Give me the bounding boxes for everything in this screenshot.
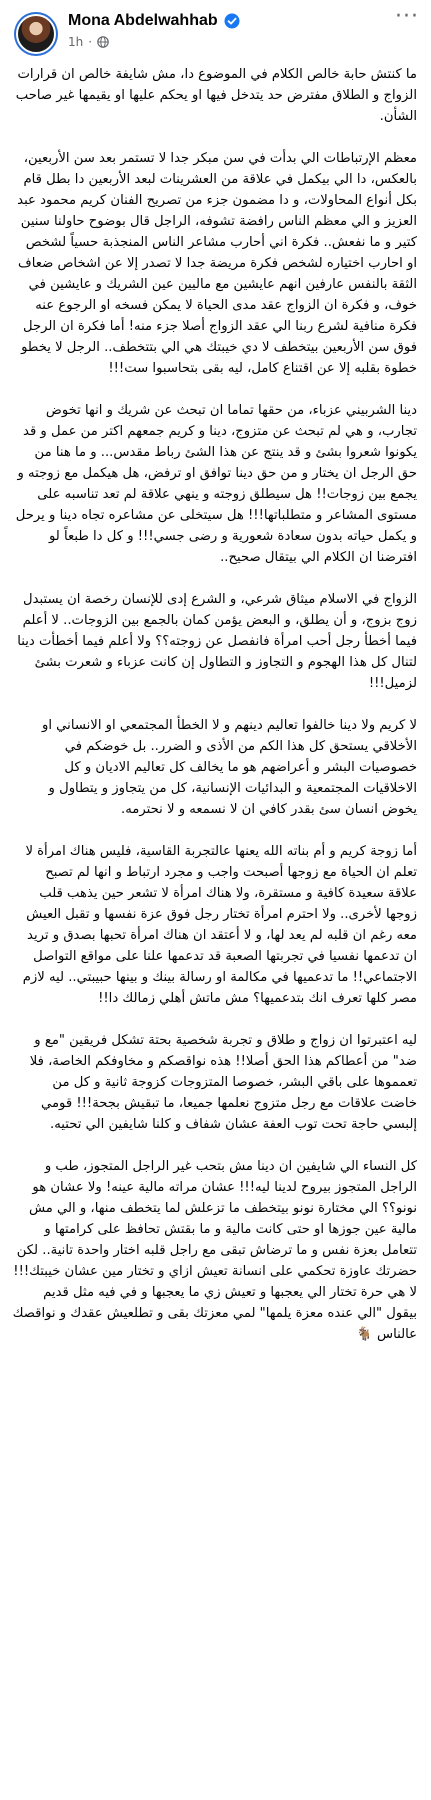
post-paragraph: لا كريم ولا دينا خالفوا تعاليم دينهم و لا الخطأ المجتمعي او الانساني او الأخلاقي يستحق كل هذا الكم من الأذى و الضرر.. بل خوضكم في خصوصيات البشر و أعراضهم هو ما يخالف كل تعاليم الاديان و كل الاخلاقيات المجتمعية و البدائيات الإنسانية، كل من يتجاوز و يتطاول و يخوض انسان سئ بقدر كافي ان لا نسمعه و لا نحترمه.: [41, 718, 417, 817]
post-paragraph: دينا الشربيني عزباء، من حقها تماما ان تبحث عن شريك و انها تخوض تجارب، و هي لم تبحث عن متزوج، دينا و كريم جمعهم اكتر من عمل و قد يكونوا شعروا بشئ و قد ينتج عن هذا الشئ رباط مقدس... و ما هنا من حق الرجل ان يختار و من حق دينا توافق او ترفض، هل هيكمل مع زوجته و يجمع بين زوجات!! هل سيطلق زوجته و ينهي علاقة لم تعد تناسبه على مستوى المشاعر و متطلباتها!!! هل سيتخلى عن مشاعره تجاه دينا و يرحل و يكمل حياته بدون سعادة شعورية و رضى جسي!!! و كل دا طبعاً لو افترضنا ان الكلام الي بيتقال صحيح..: [15, 403, 417, 565]
post-paragraph: معظم الإرتباطات الي بدأت في سن مبكر جدا لا تستمر بعد سن الأربعين، بالعكس، دا الي بيكمل في علاقة من العشرينات لبعد الأربعين دا بطل قام بكل أنواع المحاولات، و دا مضمون جزء من تصريح الفنان كريم محمود عبد العزيز و الي معظم الناس رافضة تشوفه، الراجل قال بوضوح حاولنا سنين كتير و ما نفعش.. فكرة اني أحارب مشاعر الناس المنجذبة حسياً لشخص او احارب اختياره لشخص فكرة مريضة جدا لا تصدر إلا عن اشخاص ضعاف الثقة بالنفس عارفين انهم عايشين مع ماليين عين الشريك و عايشين في خوف، و فكرة ان الزواج عقد مدى الحياة لا يمكن فسخه او الرجوع عنه فكرة منافية لشرع ربنا الي عقد الزواج أصلا جزء منه! أما فكرة ان الرجل فوق سن الأربعين بيتخطف لا دي خيبتك هي الي بتتخطف.. الرجل لا يخطو خطوة بقلبه إلا عن اقتناع كامل، ليه بقى بتحاسبوا ست!!!: [17, 151, 417, 376]
verified-badge-icon: [224, 13, 240, 29]
post-paragraph: ليه اعتبرتوا ان زواج و طلاق و تجربة شخصية بحتة تشكل فريقين "مع و ضد" من أعطاكم هذا الحق أصلا!! هذه نواقصكم و مخاوفكم الخاصة، فلا تعمموها على باقي البشر، خصوصا المتزوجات كزوجة ثانية و كل من خاضت علاقات مع رجل متزوج نعلمها جميعا، ما تبقيش بجحة!!! قومي إلبسي حاجة تحت توب العفة عشان شفاف و كلنا شايفين الي تحتيه.: [29, 1033, 417, 1132]
post-meta: [68, 35, 109, 49]
post-paragraph: أما زوجة كريم و أم بناته الله يعنها عالتجربة القاسية، فليس هناك امرأة لا تعلم ان الحياة مع زوجها أصبحت واجب و مجرد ارتباط و انها لم تصبح علاقة سعيدة كافية و مستقرة، ولا هناك امرأة لا تشعر حين يذهب قلب زوجها لأخرى.. ولا احترم امرأة تختار رجل فوق عزة نفسها و تقبل العيش معه رغم ان قلبه لم يعد لها، و لا أعتقد ان هناك امرأة تحبها بصدق و تريد ان تدعمها نفسيا في تجربتها الصعبة قد تدعمها علنا على مواقع التواصل الاجتماعي!! ما تدعميها في مكالمة او رسالة بينك و بينها حبيبتي.. ليه لازم مصر كلها تعرف انك بتدعميها؟ مش ماتش أهلي زمالك دا!!: [22, 844, 417, 1006]
meta-separator: ·: [88, 35, 93, 49]
avatar[interactable]: [14, 12, 58, 56]
globe-icon[interactable]: [97, 36, 109, 48]
post-text: [12, 64, 417, 1345]
author-name[interactable]: Mona Abdelwahhab: [68, 12, 218, 29]
post-header: [0, 0, 431, 56]
post-timestamp[interactable]: 1h: [68, 35, 84, 49]
post-paragraph: الزواج في الاسلام ميثاق شرعي، و الشرع إدى للإنسان رخصة ان يستبدل زوج بزوج، و أن يطلق، و البعض يؤمن كمان بالجمع بين الزوجات.. لا أعلم فيما أخطأ رجل أحب امرأة فانفصل عن زوجته؟؟ ولا أعلم فيما أخطأت دينا لتنال كل هذا الهجوم و التجاوز و التطاول إن كانت عزباء و شعرت بشئ لزميل!!!: [17, 592, 417, 691]
profile-photo: [16, 14, 56, 54]
post-paragraph: كل النساء الي شايفين ان دينا مش بتحب غير الراجل المتجوز، طب و الراجل المتجوز بيروح لدينا ليه!!! عشان مراته مالية عينه! ولا عشان هو نونو؟؟ الي مختارة نونو بيتخطف ما تزعلش لما يتخطف منها، و الي مش مالية عين جوزها او حتى كانت مالية و ما بقتش تحافظ على كرامتها و تتعامل بعزة نفس و ما ترضاش تبقى مع راجل قلبه اختار واحدة تانية.. لكن حضرتك عاوزة تحكمي على انسانة تعيش ازاي و تختار مين عشان خيبتك!!! لا هي حرة تختار الي يعجبها و تعيش زي ما يعجبها و في فيه مثل قديم بيقول "الي عنده معزة يلمها" لمي معزتك بقى و تطلعيش عقدك و نواقصك عالناس 🐐: [12, 1159, 417, 1342]
author-row: [68, 12, 240, 30]
more-horizontal-icon[interactable]: ···: [395, 4, 419, 29]
post-paragraph: ما كنتش حابة خالص الكلام في الموضوع دا، مش شايفة خالص ان قرارات الزواج و الطلاق مفترض حد يتدخل فيها او يحكم عليها او يقيمها غير صاحب الشأن.: [15, 67, 417, 124]
